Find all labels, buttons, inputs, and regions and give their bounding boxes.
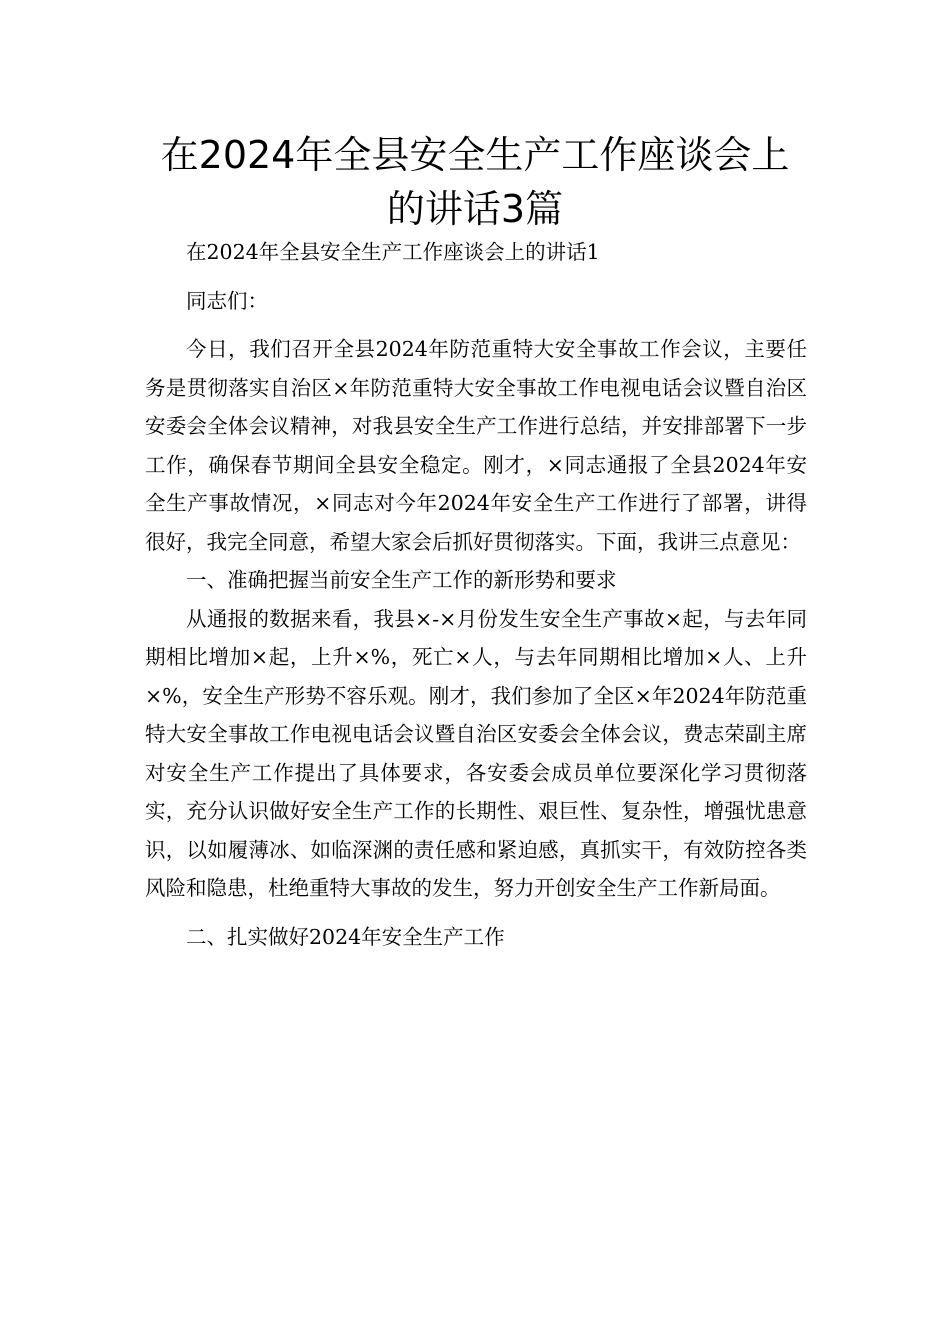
salutation: 同志们： xyxy=(186,288,268,313)
section-heading-1: 一、准确把握当前安全生产工作的新形势和要求 xyxy=(186,568,617,592)
intro-paragraph: 今日，我们召开全县2024年防范重特大安全事故工作会议，主要任务是贯彻落实自治区×年防范重特大安全事故工作电视电话会议暨自治区安委会全体会议精神，对我县安全生产工作进行总结，并安排部署下一步工作，确保春节期间全县安全稳定。刚才，×同志通报了全县2024年安全生产事故情况，×同志对今年2024年安全生产工作进行了部署，讲得很好，我完全同意，希望大家会后抓好贯彻落实。下面，我讲三点意见： xyxy=(145,337,807,554)
speech-subtitle: 在2024年全县安全生产工作座谈会上的讲话1 xyxy=(186,240,600,264)
document-body xyxy=(145,233,807,956)
section-1-paragraph: 从通报的数据来看，我县×-×月份发生安全生产事故×起，与去年同期相比增加×起，上升×%，死亡×人，与去年同期相比增加×人、上升×%，安全生产形势不容乐观。刚才，我们参加了全区×年2024年防范重特大安全事故工作电视电话会议暨自治区安委会全体会议，费志荣副主席对安全生产工作提出了具体要求，各安委会成员单位要深化学习贯彻落实，充分认识做好安全生产工作的长期性、艰巨性、复杂性，增强忧患意识，以如履薄冰、如临深渊的责任感和紧迫感，真抓实干，有效防控各类风险和隐患，杜绝重特大事故的发生，努力开创安全生产工作新局面。 xyxy=(145,606,807,900)
section-heading-2: 二、扎实做好2024年安全生产工作 xyxy=(186,924,505,949)
document-title: 在2024年全县安全生产工作座谈会上的讲话3篇 xyxy=(160,133,790,231)
